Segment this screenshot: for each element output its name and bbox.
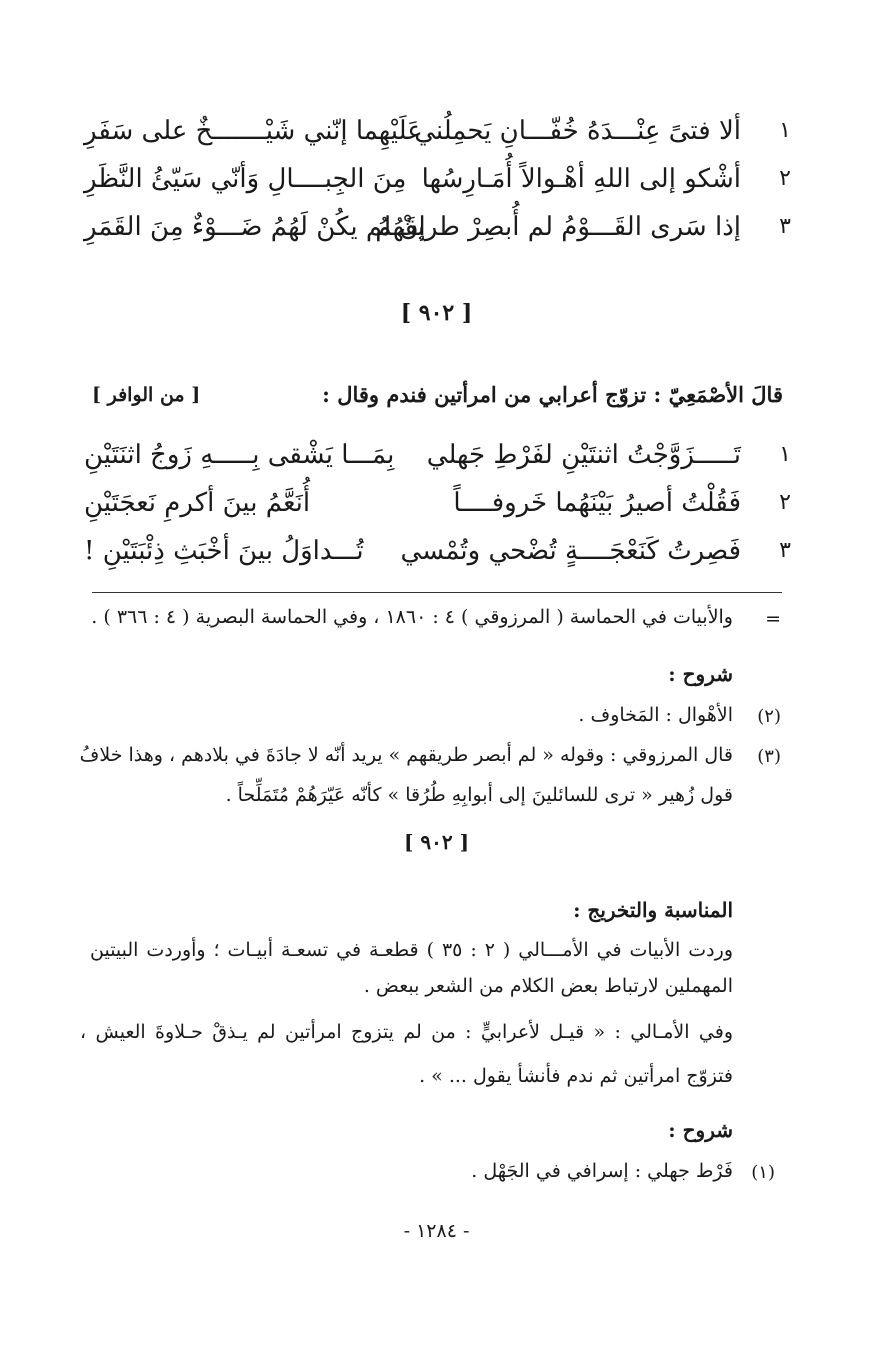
meter-label: [ من الوافر ]: [92, 384, 201, 406]
verse-first-hemistich: أشْكو إلى اللهِ أهْـوالاً أُمَـارِسُها: [421, 164, 741, 194]
footnote-continuation: والأبيات في الحماسة ( المرزوقي ) ٤ : ١٨٦٠ ، وفي الحماسة البصرية ( ٤ : ٣٦٦ ) .: [91, 606, 733, 628]
verse-number: ١: [779, 442, 791, 467]
verse-second-hemistich: مِنَ الجِبــــالِ وَأنّي سَيّئُ النَّظَرِ: [84, 164, 407, 194]
verse-row: [80, 440, 791, 484]
commentary-title: شروح :: [668, 1118, 733, 1142]
verse-first-hemistich: تَـــــزَوَّجْتُ اثنتَيْنِ لفَرْطِ جَهلي: [426, 440, 741, 470]
footnote-text: قال المرزوقي : وقوله « لم أبصر طريقهم » يريد أنّه لا جادَةَ في بلادهم ، وهذا خلافُ: [79, 744, 733, 766]
page-number: - ١٢٨٤ -: [403, 1220, 470, 1242]
footnote-text: فَرْط جهلي : إسرافي في الجَهْل .: [471, 1160, 733, 1182]
footnote-text: قول زُهير « ترى للسائلينَ إلى أبوابِهِ طُرُقا » كأنّه عَيّرَهُمْ مُتَمَلِّحاً .: [225, 784, 733, 806]
footnote-number: (٢): [757, 706, 781, 727]
verse-number: ١: [779, 118, 791, 143]
verse-number: ٢: [779, 490, 791, 515]
verse-second-hemistich: تُـــداوَلُ بينَ أخْبَثِ ذِئْبَتَيْنِ !: [84, 536, 364, 566]
commentary-title: شروح :: [668, 662, 733, 686]
footnote-text: الأهْوال : المَخاوف .: [578, 704, 733, 726]
verse-second-hemistich: بِمَـــا يَشْقى بِـــــهِ زَوجُ اثنَتَيْنِ: [84, 440, 395, 470]
verse-row: [80, 116, 791, 160]
section-number: [ ٩٠٢ ]: [400, 300, 473, 326]
continuation-mark: =: [765, 608, 781, 630]
footnote-number: (٣): [757, 746, 781, 767]
verse-second-hemistich: إنْ لم يكُنْ لَهُمُ ضَـــوْءٌ مِنَ القَمَرِ: [84, 212, 426, 242]
footnote-number: (١): [751, 1162, 775, 1183]
verse-number: ٣: [779, 214, 791, 239]
verse-second-hemistich: عَلَيْهِما إنّني شَيْـــــــخٌ على سَفَرِ: [84, 116, 423, 146]
verse-number: ٣: [779, 538, 791, 563]
verse-first-hemistich: فَقُلْتُ أصيرُ بَيْنَهُما خَروفــــاً: [453, 488, 741, 518]
footnote-divider: [92, 592, 782, 593]
verse-first-hemistich: فَصِرتُ كَنَعْجَــــةٍ تُضْحي وتُمْسي: [400, 536, 741, 566]
verse-row: [80, 212, 791, 256]
takhrij-paragraph: وفي الأمـالي : « قيـل لأعرابيٍّ : من لم يتزوج امرأتين لم يـذقْ حـلاوةَ العيش ، فتزوّج امرأتين ثم ندم فأنشأ يقول ... » .: [80, 1021, 733, 1087]
section-intro: قالَ الأصْمَعِيّ : تزوّج أعرابي من امرأتين فندم وقال :: [322, 382, 783, 407]
verse-number: ٢: [779, 166, 791, 191]
verse-first-hemistich: ألا فتىً عِنْـــدَهُ خُفّـــانِ يَحمِلُني: [414, 116, 741, 146]
takhrij-title: المناسبة والتخريج :: [573, 898, 733, 922]
verse-row: [80, 488, 791, 532]
takhrij-paragraph: وردت الأبيات في الأمـــالي ( ٢ : ٣٥ ) قطعـة في تسعـة أبيـات ؛ وأوردت البيتين المهملين لارتباط بعض الكلام من الشعر ببعض .: [90, 939, 733, 997]
verse-first-hemistich: إذا سَرى القَـــوْمُ لم أُبصِرْ طريقَهُمُ: [375, 212, 741, 242]
verse-second-hemistich: أُنَعَّمُ بينَ أكرمِ نَعجَتَيْنِ: [84, 488, 311, 518]
section-number: [ ٩٠٢ ]: [403, 830, 470, 854]
verse-row: [80, 164, 791, 208]
verse-row: [80, 536, 791, 580]
